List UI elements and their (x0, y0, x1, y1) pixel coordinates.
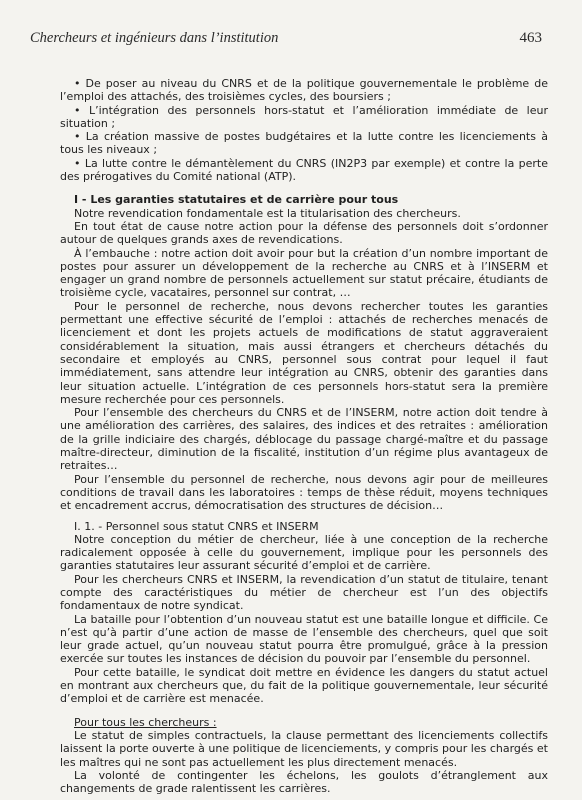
subsection-heading: I. 1. - Personnel sous statut CNRS et INSERM (74, 519, 319, 533)
paragraph: En tout état de cause notre action pour la défense des personnels doit s’ordonner autour de quelques grands axes de revendications. (60, 219, 548, 247)
bullet-item: • De poser au niveau du CNRS et de la politique gouvernementale le problème de l’emploi des attachés, des troisièmes cycles, des boursiers ; (60, 77, 548, 104)
paragraph: Pour les chercheurs CNRS et INSERM, la revendication d’un statut de titulaire, tenant compte des caractéristiques du métier de chercheur est l’un des objectifs fondamentaux de notre syndicat. (60, 572, 548, 613)
bullet-item: • La lutte contre le démantèlement du CNRS (IN2P3 par exemple) et contre la perte des prérogatives du Comité national (ATP). (60, 156, 548, 184)
section-heading: I - Les garanties statutaires et de carrière pour tous (74, 193, 399, 207)
paragraph: À l’embauche : notre action doit avoir pour but la création d’un nombre important de postes pour assurer un développement de la recherche au CNRS et à l’INSERM et engager un grand nombre de personnels actuellement sur statut précaire, étudiants de troisième cycle, vacataires, personnel sur contrat, … (60, 246, 548, 300)
paragraph: Pour cette bataille, le syndicat doit mettre en évidence les dangers du statut actuel en montrant aux chercheurs que, du fait de la politique gouvernementale, leur sécurité d’emploi et de carrière est menacée. (60, 665, 548, 706)
running-title: Chercheurs et ingénieurs dans l’institution (30, 30, 279, 46)
page-number: 463 (519, 30, 542, 46)
paragraph: La bataille pour l’obtention d’un nouveau statut est une bataille longue et difficile. Ce n’est qu’à partir d’une action de masse de l’ensemble des chercheurs, quel que soit leur grade actuel, qu’un nouveau statut pourra être promulgué, grâce à la pression exercée sur toutes les instances de décision du pouvoir par l’ensemble du personnel. (60, 612, 548, 666)
paragraph: Notre conception du métier de chercheur, liée à une conception de la recherche radicalement opposée à celle du gouvernement, implique pour les personnels des garanties statutaires leur assurant sécurité d’emploi et de carrière. (60, 532, 548, 573)
paragraph: La volonté de contingenter les échelons, les goulots d’étranglement aux changements de grade ralentissent les carrières. (60, 768, 548, 796)
page-body (60, 77, 548, 795)
bullet-item: • L’intégration des personnels hors-statut et l’amélioration immédiate de leur situation ; (60, 103, 548, 130)
paragraph: Notre revendication fondamentale est la titularisation des chercheurs. (74, 206, 461, 220)
paragraph: Pour le personnel de recherche, nous devons rechercher toutes les garanties permettant une effective sécurité de l’emploi : attachés de recherches menacés de licenciement et dont les projets actuels de modifications de statut aggraveraient considérablement la situation, mais aussi étrangers et chercheurs détachés du secondaire et employés au CNRS, personnel sous contrat pour lequel il faut immédiatement, sans attendre leur intégration au CNRS, obtenir des garanties dans leur situation actuelle. L’intégration de ces personnels hors-statut sera la première mesure recherchée pour ces personnels. (60, 299, 548, 406)
running-header (30, 30, 542, 47)
paragraph: Le statut de simples contractuels, la clause permettant des licenciements collectifs laissent la porte ouverte à une politique de licenciements, y compris pour les chargés et les maîtres qui ne sont pas actuellement les plus directement menacés. (60, 728, 548, 769)
paragraph: Pour l’ensemble des chercheurs du CNRS et de l’INSERM, notre action doit tendre à une amélioration des carrières, des salaires, des indices et des retraites : amélioration de la grille indiciaire des chargés, déblocage du passage chargé-maître et du passage maître-directeur, diminution de la fiscalité, institution d’un régime plus avantageux de retraites… (60, 406, 548, 473)
underlined-heading: Pour tous les chercheurs : (74, 715, 217, 729)
bullet-item: • La création massive de postes budgétaires et la lutte contre les licenciements à tous les niveaux ; (60, 130, 548, 157)
paragraph: Pour l’ensemble du personnel de recherche, nous devons agir pour de meilleures conditions de travail dans les laboratoires : temps de thèse réduit, moyens techniques et encadrement accrus, démocratisation des structures de décision… (60, 472, 548, 513)
